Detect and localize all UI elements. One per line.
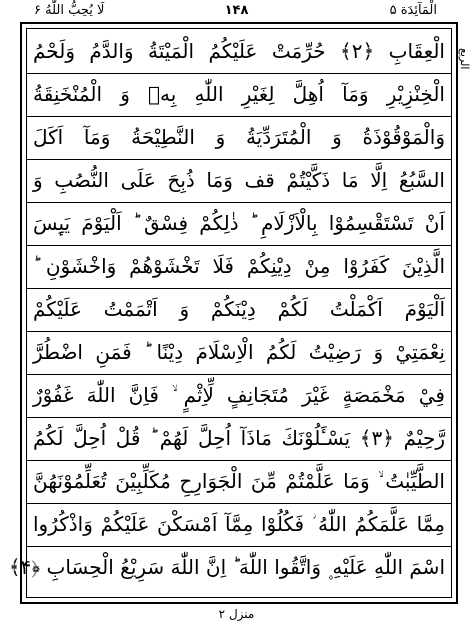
header-left-title: لَا يُحِبُّ اللّٰهُ ۶ (34, 3, 105, 18)
text-line: رَّحِيْمٌ ﴿۳﴾ يَسْـَٔلُوْنَكَ مَاذَآ اُحِلَّ لَهُمْ ؕ قُلْ اُحِلَّ لَكُمُ (33, 426, 445, 450)
line-separator (27, 331, 451, 332)
text-line: الْخِنْزِيْرِ وَمَآ اُهِلَّ لِغَيْرِ اللّٰهِ بِهٖ وَ الْمُنْخَنِقَةُ (33, 82, 445, 106)
text-line: اسْمَ اللّٰهِ عَلَيْهِ ۪ وَاتَّقُوا اللّٰهَ ؕ اِنَّ اللّٰهَ سَرِيْعُ الْحِسَابِ ﴿۴﴾ (8, 555, 445, 579)
line-separator (27, 288, 451, 289)
line-separator (27, 116, 451, 117)
line-separator (27, 73, 451, 74)
text-line: السَّبُعُ اِلَّا مَا ذَكَّيْتُمْ قف وَمَا ذُبِحَ عَلَى النُّصُبِ وَ (33, 168, 445, 192)
line-separator (27, 202, 451, 203)
text-line: الَّذِيْنَ كَفَرُوْا مِنْ دِيْنِكُمْ فَلَا تَخْشَوْهُمْ وَاخْشَوْنِ ؕ (33, 254, 445, 278)
text-line: فِيْ مَخْمَصَةٍ غَيْرَ مُتَجَانِفٍ لِّاِثْمٍ ۙ فَاِنَّ اللّٰهَ غَفُوْرٌ (33, 383, 445, 407)
line-separator (27, 417, 451, 418)
header-surah-name: الْمَآئِدَة ۵ (389, 3, 437, 18)
page-header (14, 2, 459, 20)
line-separator (27, 245, 451, 246)
text-line: نِعْمَتِيْ وَ رَضِيْتُ لَكُمُ الْاِسْلَامَ دِيْنًا ؕ فَمَنِ اضْطُرَّ (33, 340, 445, 364)
line-separator (27, 503, 451, 504)
text-line: اَنْ تَسْتَقْسِمُوْا بِالْاَزْلَامِ ؕ ذٰلِكُمْ فِسْقٌ ؕ اَلْيَوْمَ يَىِٕسَ (33, 211, 445, 235)
line-separator (27, 374, 451, 375)
line-separator (27, 460, 451, 461)
page-footer: منزل ۲ (218, 607, 255, 621)
margin-note: الربع (458, 48, 471, 70)
text-line: الطَّيِّبٰتُ ۙ وَمَا عَلَّمْتُمْ مِّنَ الْجَوَارِحِ مُكَلِّبِيْنَ تُعَلِّمُوْنَهُنَّ (33, 469, 445, 493)
line-separator (27, 546, 451, 547)
text-line: مِمَّا عَلَّمَكُمُ اللّٰهُ ؗ فَكُلُوْا مِمَّآ اَمْسَكْنَ عَلَيْكُمْ وَاذْكُرُوا (33, 512, 445, 536)
text-line: اَلْيَوْمَ اَكْمَلْتُ لَكُمْ دِيْنَكُمْ وَ اَتْمَمْتُ عَلَيْكُمْ (33, 297, 445, 321)
text-line: وَالْمَوْقُوْذَةُ وَ الْمُتَرَدِّيَةُ وَ النَّطِيْحَةُ وَمَآ اَكَلَ (33, 125, 445, 149)
page-number: ۱۴۸ (224, 3, 249, 18)
outer-frame (8, 22, 458, 604)
line-separator (27, 159, 451, 160)
text-line: الْعِقَابِ ﴿۲﴾ حُرِّمَتْ عَلَيْكُمُ الْمَيْتَةُ وَالدَّمُ وَلَحْمُ (33, 39, 445, 63)
text-frame (8, 28, 452, 598)
